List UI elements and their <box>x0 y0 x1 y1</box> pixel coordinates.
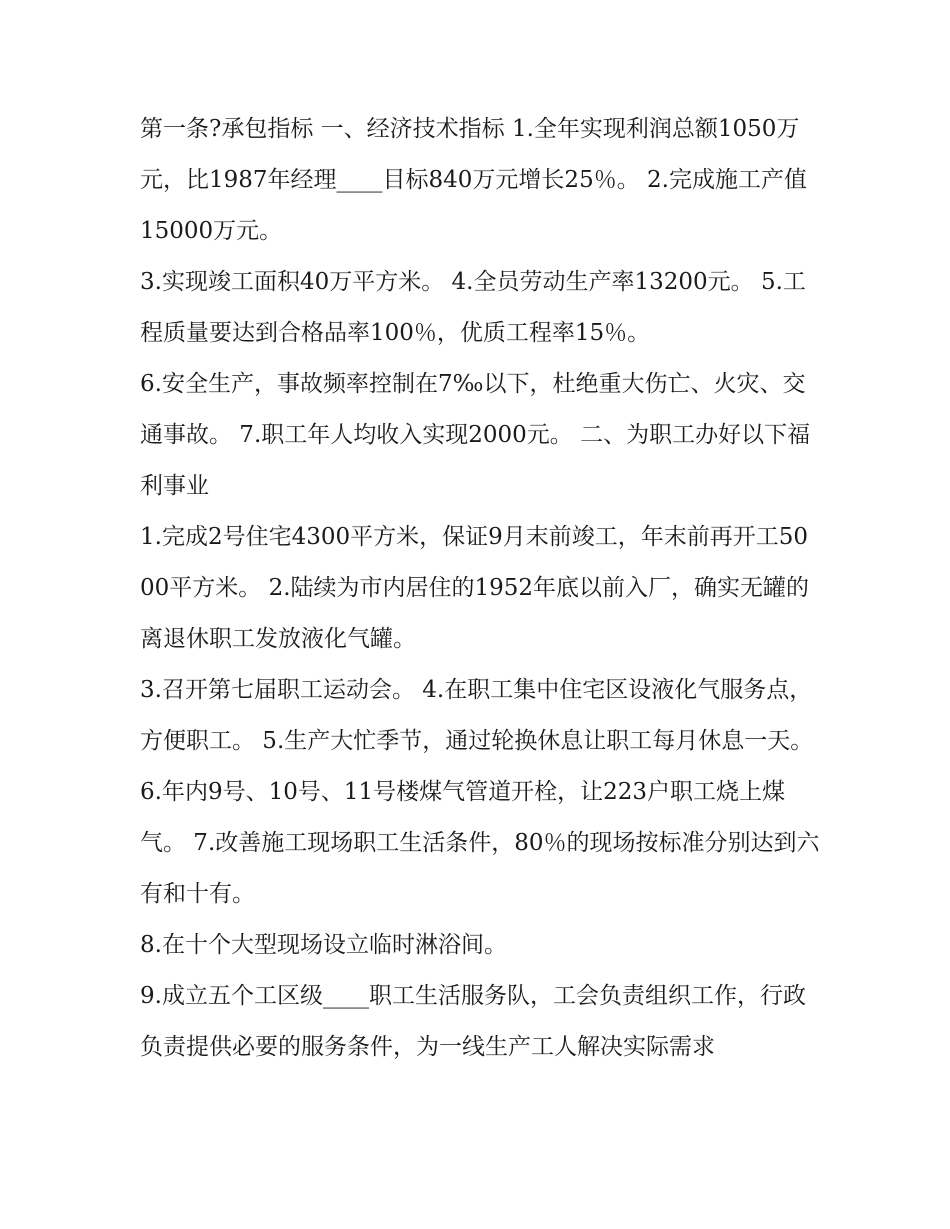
paragraph-6: 6.年内9号、10号、11号楼煤气管道开栓，让223户职工烧上煤气。 7.改善施工现场职工生活条件，80％的现场按标准分别达到六有和十有。 <box>140 779 820 907</box>
paragraph-5: 3.召开第七届职工运动会。 4.在职工集中住宅区设液化气服务点，方便职工。 5.生产大忙季节，通过轮换休息让职工每月休息一天。 <box>140 677 814 754</box>
paragraph-2: 3.实现竣工面积40万平方米。 4.全员劳动生产率13200元。 5.工程质量要达到合格品率100％，优质工程率15％。 <box>140 269 806 346</box>
paragraph-8: 9.成立五个工区级____职工生活服务队，工会负责组织工作，行政负责提供必要的服务条件，为一线生产工人解决实际需求 <box>140 983 806 1060</box>
paragraph-1: 第一条?承包指标 一、经济技术指标 1.全年实现利润总额1050万元，比1987年经理____目标840万元增长25％。 2.完成施工产值15000万元。 <box>140 116 807 244</box>
document-body <box>140 104 820 1073</box>
paragraph-4: 1.完成2号住宅4300平方米，保证9月末前竣工，年末前再开工5000平方米。 2.陆续为市内居住的1952年底以前入厂，确实无罐的离退休职工发放液化气罐。 <box>140 524 810 652</box>
paragraph-7: 8.在十个大型现场设立临时淋浴间。 <box>140 932 507 958</box>
paragraph-3: 6.安全生产，事故频率控制在7‰以下，杜绝重大伤亡、火灾、交通事故。 7.职工年人均收入实现2000元。 二、为职工办好以下福利事业 <box>140 371 811 499</box>
